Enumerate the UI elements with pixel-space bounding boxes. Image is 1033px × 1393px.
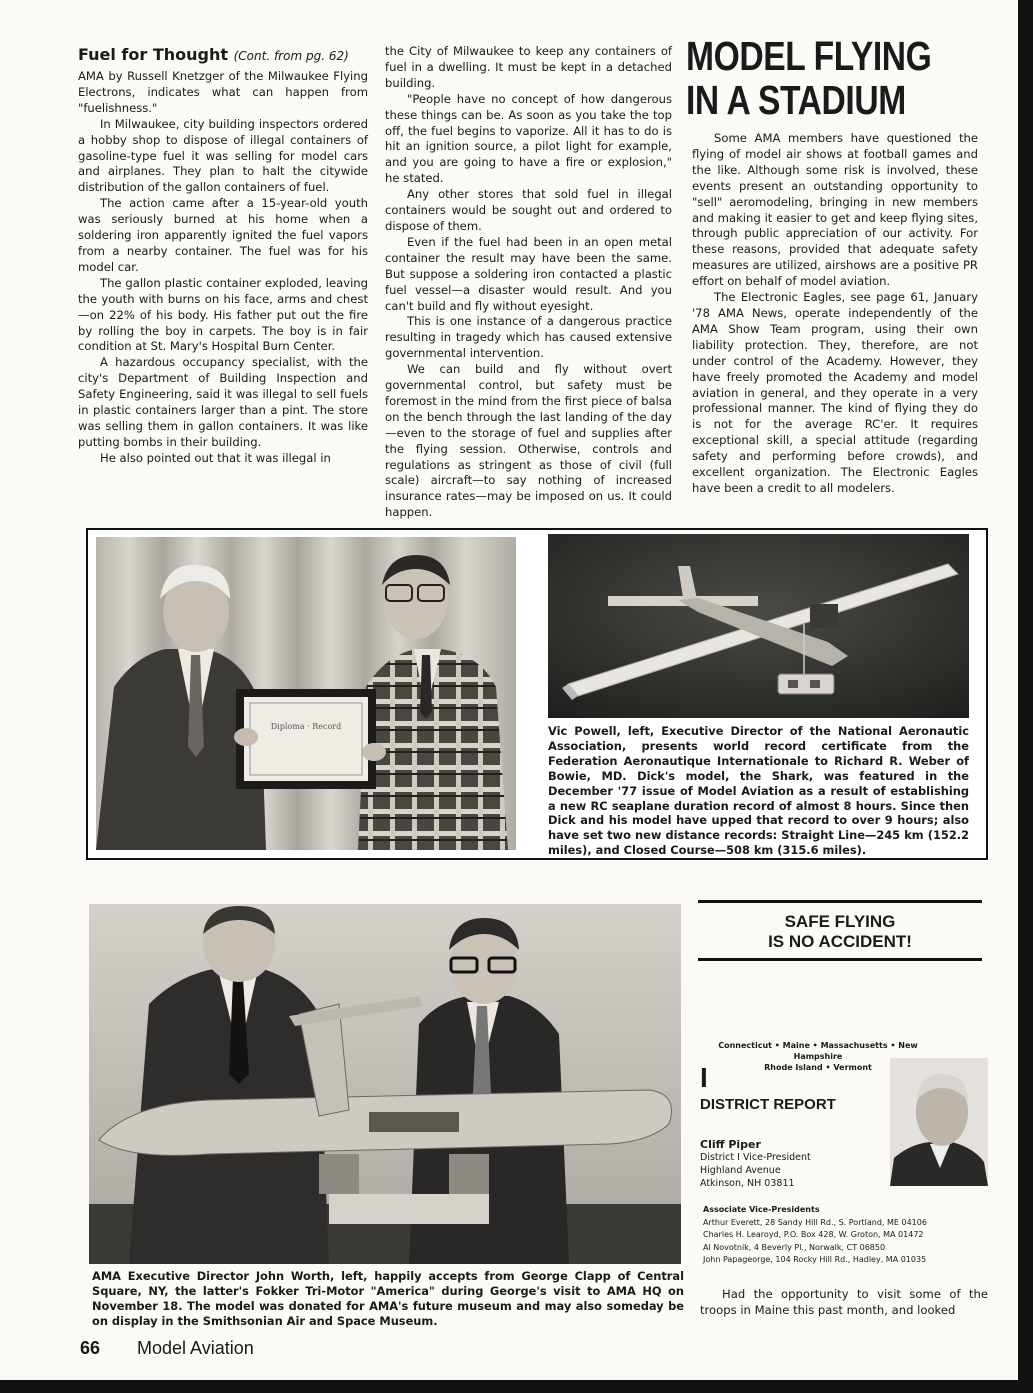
fuel-paragraph: The action came after a 15-year-old youth was seriously burned at his home when a soldering iron apparently ignited the fuel vapors from a nearby container. The fuel was for his model car.: [78, 196, 368, 274]
safe-rule-bottom: [698, 958, 982, 961]
fuel-paragraph: We can build and fly without overt governmental control, but safety must be foremost in the mind from the first piece of balsa on the bench through the last landing of the day —even to the storage of fuel and supplies after the flying session. Otherwise, controls and regulations as stringent as those of civil (full scale) aircraft—to say nothing of increased insurance rates—may be imposed on us. It could happen.: [385, 362, 672, 520]
museum-photo: [89, 904, 681, 1264]
record-photo-caption: Vic Powell, left, Executive Director of the National Aeronautic Association, presents world record certificate from the Federation Aeronautique Internationale to Richard R. Weber of Bowie, MD. Dick's model, the Shark, was featured in the December '77 issue of Model Aviation as a result of establishing a new RC seaplane duration record of almost 8 hours. Since then Dick and his model have upped that record to over 9 hours; also have set two new distance records: Straight Line—245 km (152.2 miles), and Closed Course—508 km (315.6 miles).: [548, 724, 969, 858]
fuel-paragraph: AMA by Russell Knetzger of the Milwaukee Flying Electrons, indicates what can happen from "fuelishness.": [78, 69, 368, 115]
fuel-paragraph: In Milwaukee, city building inspectors ordered a hobby shop to dispose of illegal containers of gasoline-type fuel it was selling for model cars and airplanes. They plan to halt the citywide distribution of the gallon containers of fuel.: [78, 116, 368, 195]
vp-name: Cliff Piper: [700, 1138, 761, 1151]
vp-portrait: [890, 1058, 988, 1186]
fuel-paragraph: "People have no concept of how dangerous these things can be. As soon as you take the top off, the fuel begins to vaporize. All it has to do is hit an ignition source, a pilot light for example, and you are going to have a fire or explosion," he stated.: [385, 91, 672, 186]
fuel-paragraph: The gallon plastic container exploded, leaving the youth with burns on his face, arms and chest—on 22% of his body. His father put out the fire by rolling the boy in carpets. The boy is in fair condition at St. Mary's Hospital Burn Center.: [78, 275, 368, 354]
assoc-heading: Associate Vice-Presidents: [703, 1205, 820, 1214]
district-states: Connecticut • Maine • Massachusetts • New Hampshire Rhode Island • Vermont: [718, 1041, 918, 1072]
assoc-vp: Arthur Everett, 28 Sandy Hill Rd., S. Portland, ME 04106: [703, 1217, 927, 1227]
fuel-column-1: [78, 44, 368, 467]
record-photo: [96, 537, 516, 850]
district-text: Had the opportunity to visit some of the troops in Maine this past month, and looked: [700, 1287, 988, 1317]
district-number: I: [700, 1062, 708, 1093]
safe-flying-banner: SAFE FLYING IS NO ACCIDENT!: [768, 912, 912, 951]
vp-portrait-image: [890, 1058, 988, 1186]
museum-photo-image: [89, 904, 681, 1264]
assoc-vp: John Papageorge, 104 Rocky Hill Rd., Hadley, MA 01035: [703, 1255, 927, 1264]
vp-address-1: Highland Avenue: [700, 1165, 781, 1176]
stadium-column: [692, 131, 978, 497]
stadium-paragraph: Some AMA members have questioned the flying of model air shows at football games and the like. Although some risk is involved, these events present an outstanding opportunity to "sell" aeromodeling, bringing in new members and making it easier to get and keep flying sites, through public appreciation of our activity. For these reasons, provided that adequate safety measures are utilized, airshows are a positive PR effort on behalf of model aviation.: [692, 131, 978, 289]
scan-edge-bottom: [0, 1380, 1033, 1393]
seaplane-photo-image: [548, 534, 969, 718]
district-title: DISTRICT REPORT: [700, 1096, 836, 1113]
record-photo-image: [96, 537, 516, 850]
certificate-text: Diploma · Record: [270, 722, 342, 731]
fuel-title: Fuel for Thought (Cont. from pg. 62): [78, 45, 349, 64]
vice-president-block: [700, 1138, 811, 1190]
vp-role: District I Vice-President: [700, 1152, 811, 1163]
magazine-name: Model Aviation: [137, 1338, 254, 1358]
fuel-column-2: [385, 44, 672, 521]
fuel-paragraph: A hazardous occupancy specialist, with the city's Department of Building Inspection and Safety Engineering, said it was illegal to sell fuels in plastic containers larger than a pint. The store was selling them in gallon containers. It was like putting bombs in their building.: [78, 355, 368, 449]
associate-vps: [703, 1204, 927, 1267]
stadium-headline: MODEL FLYING IN A STADIUM: [686, 33, 932, 123]
assoc-vp: Al Novotnik, 4 Beverly Pl., Norwalk, CT 06850: [703, 1242, 886, 1252]
assoc-vp: Charles H. Learoyd, P.O. Box 428, W. Groton, MA 01472: [703, 1230, 924, 1239]
fuel-paragraph: Any other stores that sold fuel in illegal containers would be sought out and ordered to dispose of them.: [385, 187, 672, 233]
museum-photo-caption: AMA Executive Director John Worth, left, happily accepts from George Clapp of Central Square, NY, the latter's Fokker Tri-Motor "America" during George's visit to AMA HQ on November 18. The model was donated for AMA's future museum and may also someday be on display in the Smithsonian Air and Space Museum.: [92, 1269, 684, 1328]
safe-rule-top: [698, 900, 982, 903]
fuel-paragraph: the City of Milwaukee to keep any containers of fuel in a dwelling. It must be kept in a detached building.: [385, 44, 672, 90]
fuel-paragraph: He also pointed out that it was illegal in: [100, 450, 331, 465]
fuel-continued: (Cont. from pg. 62): [233, 49, 349, 63]
page-number: 66: [80, 1338, 101, 1358]
stadium-paragraph: The Electronic Eagles, see page 61, January '78 AMA News, operate independently of the AMA Show Team program, using their own liability protection. They, therefore, are not under control of the Academy. However, they have freely promoted the Academy and model aviation in general, and they operate in a very professional manner. The kind of flying they do is not for the average RC'er. It requires exceptional skill, a special attitude (regarding safety and performing before crowds), and excellent organization. The Electronic Eagles have been a credit to all modelers.: [692, 290, 978, 495]
scan-edge-right: [1018, 0, 1033, 1393]
vp-address-2: Atkinson, NH 03811: [700, 1178, 795, 1189]
fuel-paragraph: Even if the fuel had been in an open metal container the result may have been the same. But suppose a soldering iron contacted a plastic fuel vessel—a disaster would result. And you can't build and fly without eyesight.: [385, 234, 672, 313]
fuel-paragraph: This is one instance of a dangerous practice resulting in tragedy which has caused extensive governmental intervention.: [385, 314, 672, 361]
seaplane-photo: [548, 534, 969, 718]
